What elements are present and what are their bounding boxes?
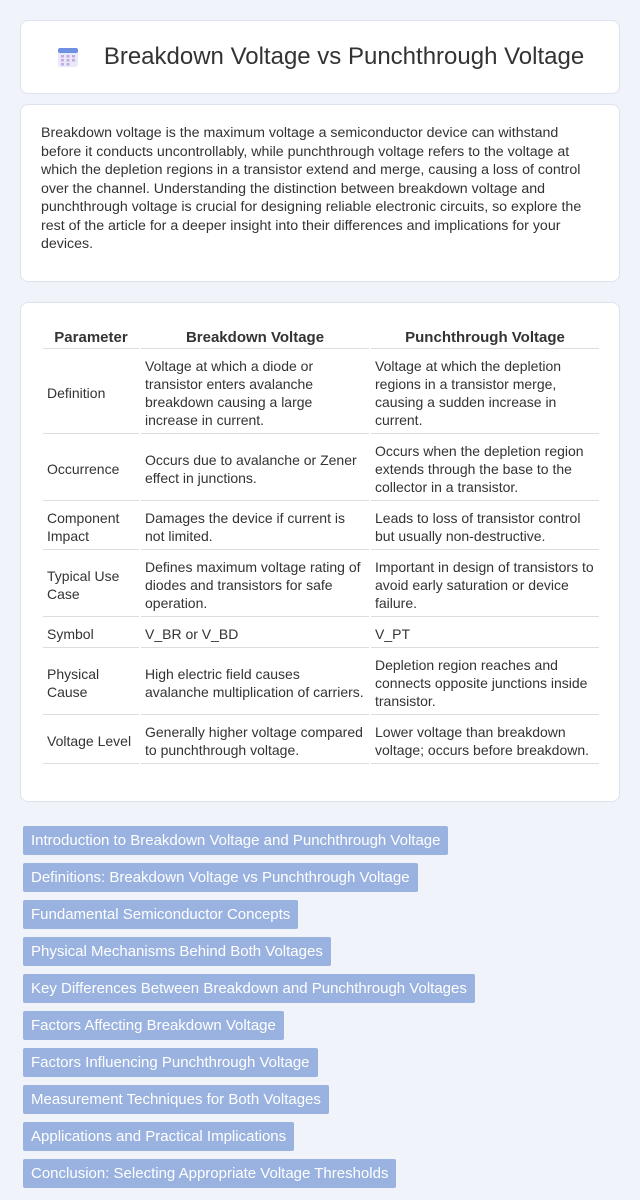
row-parameter: Voltage Level [43,717,139,764]
table-row [43,503,599,550]
row-parameter: Definition [43,351,139,434]
row-breakdown: Voltage at which a diode or transistor enters avalanche breakdown causing a large increase in current. [141,351,369,434]
topic-link-breakdown-factors[interactable]: Factors Affecting Breakdown Voltage [23,1011,284,1040]
calendar-icon [56,45,80,69]
topic-link-fundamentals[interactable]: Fundamental Semiconductor Concepts [23,900,298,929]
topic-link-mechanisms[interactable]: Physical Mechanisms Behind Both Voltages [23,937,331,966]
row-parameter: Typical Use Case [43,552,139,617]
row-punchthrough: Depletion region reaches and connects opposite junctions inside transistor. [371,650,599,715]
table-row [43,717,599,764]
topic-link-introduction[interactable]: Introduction to Breakdown Voltage and Punchthrough Voltage [23,826,448,855]
table-row [43,552,599,617]
row-punchthrough: V_PT [371,619,599,648]
table-row [43,436,599,501]
topic-link-applications[interactable]: Applications and Practical Implications [23,1122,294,1151]
table-row [43,619,599,648]
header-punchthrough: Punchthrough Voltage [371,325,599,349]
page-title: Breakdown Voltage vs Punchthrough Voltage [103,43,585,70]
header-parameter: Parameter [43,325,139,349]
row-parameter: Symbol [43,619,139,648]
row-parameter: Occurrence [43,436,139,501]
row-punchthrough: Leads to loss of transistor control but usually non-destructive. [371,503,599,550]
topic-link-conclusion[interactable]: Conclusion: Selecting Appropriate Voltage Thresholds [23,1159,396,1188]
topic-link-measurement[interactable]: Measurement Techniques for Both Voltages [23,1085,329,1114]
topic-link-punchthrough-factors[interactable]: Factors Influencing Punchthrough Voltage [23,1048,318,1077]
row-breakdown: Occurs due to avalanche or Zener effect in junctions. [141,436,369,501]
row-punchthrough: Lower voltage than breakdown voltage; occurs before breakdown. [371,717,599,764]
table-row [43,650,599,715]
row-punchthrough: Voltage at which the depletion regions in a transistor merge, causing a sudden increase in current. [371,351,599,434]
comparison-card [20,302,620,802]
topic-link-definitions[interactable]: Definitions: Breakdown Voltage vs Punchthrough Voltage [23,863,418,892]
row-punchthrough: Occurs when the depletion region extends through the base to the collector in a transistor. [371,436,599,501]
row-breakdown: Generally higher voltage compared to punchthrough voltage. [141,717,369,764]
topic-links [23,826,623,1196]
intro-text: Breakdown voltage is the maximum voltage a semiconductor device can withstand before it conducts uncontrollably, while punchthrough voltage refers to the voltage at which the depletion regions in a transistor extend and merge, causing a loss of control over the channel. Understanding the distinction between breakdown voltage and punchthrough voltage is crucial for designing reliable electronic circuits, so explore the rest of the article for a deeper insight into their differences and implications for your devices. [41,125,582,252]
header-breakdown: Breakdown Voltage [141,325,369,349]
row-punchthrough: Important in design of transistors to avoid early saturation or device failure. [371,552,599,617]
page-header [20,20,620,94]
topic-link-differences[interactable]: Key Differences Between Breakdown and Punchthrough Voltages [23,974,475,1003]
row-parameter: Component Impact [43,503,139,550]
table-header-row [43,325,599,349]
comparison-table [41,323,601,766]
row-parameter: Physical Cause [43,650,139,715]
row-breakdown: High electric field causes avalanche multiplication of carriers. [141,650,369,715]
row-breakdown: V_BR or V_BD [141,619,369,648]
intro-card [20,104,620,282]
row-breakdown: Damages the device if current is not limited. [141,503,369,550]
row-breakdown: Defines maximum voltage rating of diodes and transistors for safe operation. [141,552,369,617]
table-row [43,351,599,434]
